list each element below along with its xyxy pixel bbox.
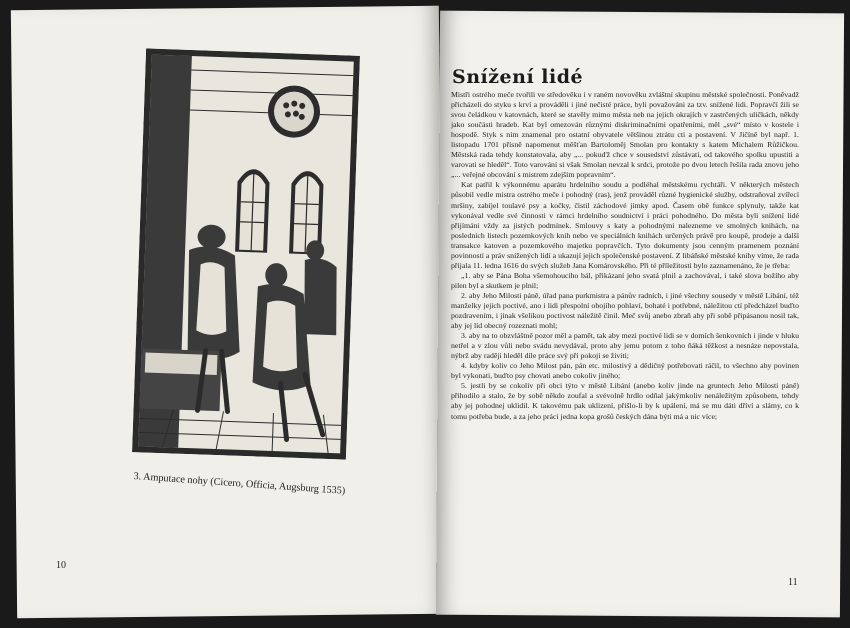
paragraph-2: Kat patřil k výkonnému aparátu hrdelního soudu a podléhal městskému rychtáři. V některých městech působil vedle mistra ostrého meče i pohodný (ras), jenž prováděl různé hygienické služby, odstraňoval zvířecí mršiny, zabíjel toulavé psy a kočky, čistil záchodové jímky apod. Časem obě funkce splynuly, takže kat vykonával vedle své činnosti v rámci hrdelního soudnictví i práci pohodného. Do města byli snížení lidé přijímáni vždy za jistých podmínek. Smlouvy s katy a pohodnými nalezneme ve smolných knihách, na posledních listech pozemkových knih nebo ve speciálních knihách určených právě pro koupě, prodeje a další transakce katoven a pozemkového majetku popravčích. Tyto dokumenty jsou cenným pramenem poznání povinností a práv snížených lidí a ukazují jejich společenské postavení. Z libáňské městské knihy víme, že rada přijala 11. ledna 1616 do svých služeb Jana Komárovského. Při té příležitosti bylo zaznamenáno, že je třeba:	[451, 180, 799, 270]
woodcut-illustration	[132, 48, 360, 459]
list-item-5: 5. jestli by se cokoliv při obci týto v městě Libání (anebo koliv jinde na gruntech Jeho Milosti páně) přihodilo a stalo, že by sobě někdo zoufal a svévolně hrdlo odňal jakýmkoliv nenáležitým způsobem, tehdy aby jej pohodnej uklidil. K takovému pak uklizení, přišlo-li by k upálení, má se mu dáti dříví a slámy, co k tomu potřeba bude, a za jeho práci jedna kopa grošů českých dána býti má a nic více;	[451, 381, 799, 421]
list-item-3: 3. aby na to obzvláštně pozor měl a pamět, tak aby mezi poctivé lidi se v domích šenkovních i jinde v hluku netřel a v zlou vůli nebo svádu nevydával, proto aby jemu potom z toho ňáká těžkost a nesnáze nepovstala, nýbrž aby raději hleděl díle práce svý při pokoji se živiti;	[451, 331, 799, 361]
page-number-right: 11	[788, 577, 798, 588]
page-number-left: 10	[56, 560, 66, 571]
chapter-body	[451, 90, 799, 422]
list-item-1: „1. aby se Pána Boha všemohoucího bál, přikázaní jeho svatá plnil a zachovával, i také slova božího aby pilen byl a skutkem je plnil;	[451, 270, 799, 290]
figure-caption: 3. Amputace nohy (Cicero, Officia, Augsburg 1535)	[133, 470, 346, 497]
list-item-2: 2. aby Jeho Milosti páně, úřad pana purkmistra a pánův radních, i jiné všechny sousedy v městě Libání, též manželky jejich poctivé, ano i lidi přespolní obojího pohlaví, bohaté i potřebné, náležitou ctí předcházel buďto pozdravením, i jinak všelikou poctivost náležitě činil. Meč svůj anebo zbraň aby při sobě připásanou nosil tak, aby jej líd obecný rozeznati mohl;	[451, 290, 799, 331]
list-item-4: 4. kdyby koliv co Jeho Milost pán, pán etc. milostivý a dědičný potřebovati ráčil, to všechno aby povinen byl vykonati, buďto psy chovati anebo cokoliv jiného;	[451, 361, 799, 381]
paragraph-1: Mistři ostrého meče tvořili ve středověku i v raném novověku zvláštní skupinu městské společnosti. Poněvadž přicházeli do styku s krví a prováděli i jiné nečisté práce, byli považováni za tzv. snížené lidi. Popravčí žili se svou čeládkou v katovnách, které se stavěly mimo města neb na jejich okrajích v zastrčených uličkách, někdy jako součásti hradeb. Kat byl omezován různými diskriminačními opatřeními, měl „své“ místo v kostele i hospodě. Styk s ním znamenal pro ostatní obyvatele většinou ztrátu cti a postavení. V Jičíně byl např. 1. listopadu 1701 přísně napomenut měšťan Bartoloměj Smolan pro kontakty s katem Michalem Růžičkou. Městská rada tehdy konstatovala, aby „... pokuďž chce v sousedství zůstávati, od takového spolku upustiti a varovati se hleděl“. Toto varování si však Smolan nevzal k srdci, protože po dvou letech řešila rada znovu jeho „... veřejné obcování s mistrem zdejším popravním“.	[451, 90, 799, 180]
chapter-title: Snížení lidé	[452, 66, 584, 88]
